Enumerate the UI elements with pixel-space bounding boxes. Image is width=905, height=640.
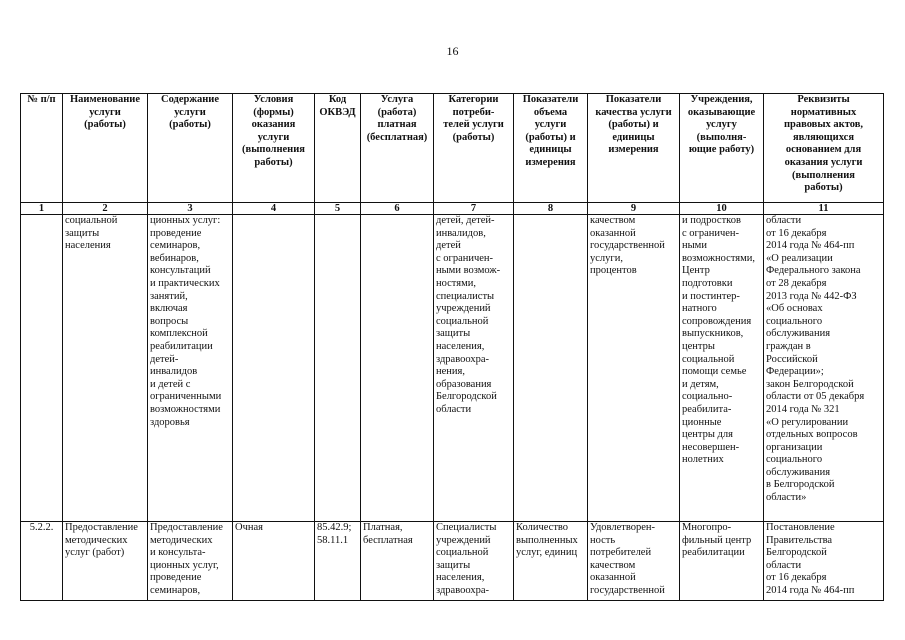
column-number: 7	[434, 203, 514, 215]
cell-legal-acts: Постановление Правительства Белгородской области от 16 декабря 2014 года № 464-пп	[764, 522, 884, 601]
column-number-row	[21, 203, 884, 215]
cell-service-name: социальной защиты населения	[63, 215, 148, 522]
cell-okved-code: 85.42.9; 58.11.1	[315, 522, 361, 601]
page-number: 16	[446, 44, 459, 58]
cell-legal-acts: области от 16 декабря 2014 года № 464-пп «О реализации Федерального закона от 28 декабря 2013 года № 442-ФЗ «Об основах социального обслуживания граждан в Российской Федерации»; закон Белгородской области от 05 декабря 2014 года № 321 «О регулировании отдельных вопросов организации социального обслуживания в Белгородской области»	[764, 215, 884, 522]
cell-quality-indicators: Удовлетворен- ность потребителей качеством оказанной государственной	[588, 522, 680, 601]
cell-number: 5.2.2.	[21, 522, 63, 601]
header-service-name: Наименование услуги (работы)	[63, 94, 148, 203]
header-paid-free: Услуга (работа) платная (бесплатная)	[361, 94, 434, 203]
column-number: 5	[315, 203, 361, 215]
header-okved-code: Код ОКВЭД	[315, 94, 361, 203]
cell-service-name: Предоставление методических услуг (работ)	[63, 522, 148, 601]
cell-paid-free	[361, 215, 434, 522]
header-institutions: Учреждения, оказывающие услугу (выполня- ющие работу)	[680, 94, 764, 203]
column-number: 3	[148, 203, 233, 215]
column-number: 9	[588, 203, 680, 215]
cell-okved-code	[315, 215, 361, 522]
cell-service-content: Предоставление методических и консульта- ционных услуг, проведение семинаров,	[148, 522, 233, 601]
cell-conditions	[233, 215, 315, 522]
cell-number	[21, 215, 63, 522]
column-number: 8	[514, 203, 588, 215]
column-number: 6	[361, 203, 434, 215]
services-table	[20, 93, 884, 601]
header-volume-indicators: Показатели объема услуги (работы) и единицы измерения	[514, 94, 588, 203]
header-legal-acts: Реквизиты нормативных правовых актов, являющихся основанием для оказания услуги (выполнения работы)	[764, 94, 884, 203]
column-number: 4	[233, 203, 315, 215]
header-consumer-categories: Категории потреби- телей услуги (работы)	[434, 94, 514, 203]
cell-quality-indicators: качеством оказанной государственной услуги, процентов	[588, 215, 680, 522]
cell-institutions: и подростков с ограничен- ными возможностями, Центр подготовки и постинтер- натного сопровождения выпускников, центры социальной помощи семье и детям, социально- реабилита- ционные центры для несовершен- нолетних	[680, 215, 764, 522]
column-number: 2	[63, 203, 148, 215]
cell-consumer-categories: детей, детей- инвалидов, детей с ограничен- ными возмож- ностями, специалисты учреждений социальной защиты населения, здравоохра- нения, образования Белгородской области	[434, 215, 514, 522]
column-number: 1	[21, 203, 63, 215]
cell-volume-indicators	[514, 215, 588, 522]
header-quality-indicators: Показатели качества услуги (работы) и единицы измерения	[588, 94, 680, 203]
column-number: 11	[764, 203, 884, 215]
table-row	[21, 215, 884, 522]
cell-service-content: ционных услуг: проведение семинаров, вебинаров, консультаций и практических занятий, включая вопросы комплексной реабилитации детей- инвалидов и детей с ограниченными возможностями здоровья	[148, 215, 233, 522]
cell-volume-indicators: Количество выполненных услуг, единиц	[514, 522, 588, 601]
table-header-row	[21, 94, 884, 203]
table-row	[21, 522, 884, 601]
header-conditions: Условия (формы) оказания услуги (выполнения работы)	[233, 94, 315, 203]
header-number: № п/п	[21, 94, 63, 203]
header-service-content: Содержание услуги (работы)	[148, 94, 233, 203]
cell-conditions: Очная	[233, 522, 315, 601]
cell-institutions: Многопро- фильный центр реабилитации	[680, 522, 764, 601]
column-number: 10	[680, 203, 764, 215]
cell-paid-free: Платная, бесплатная	[361, 522, 434, 601]
cell-consumer-categories: Специалисты учреждений социальной защиты населения, здравоохра-	[434, 522, 514, 601]
